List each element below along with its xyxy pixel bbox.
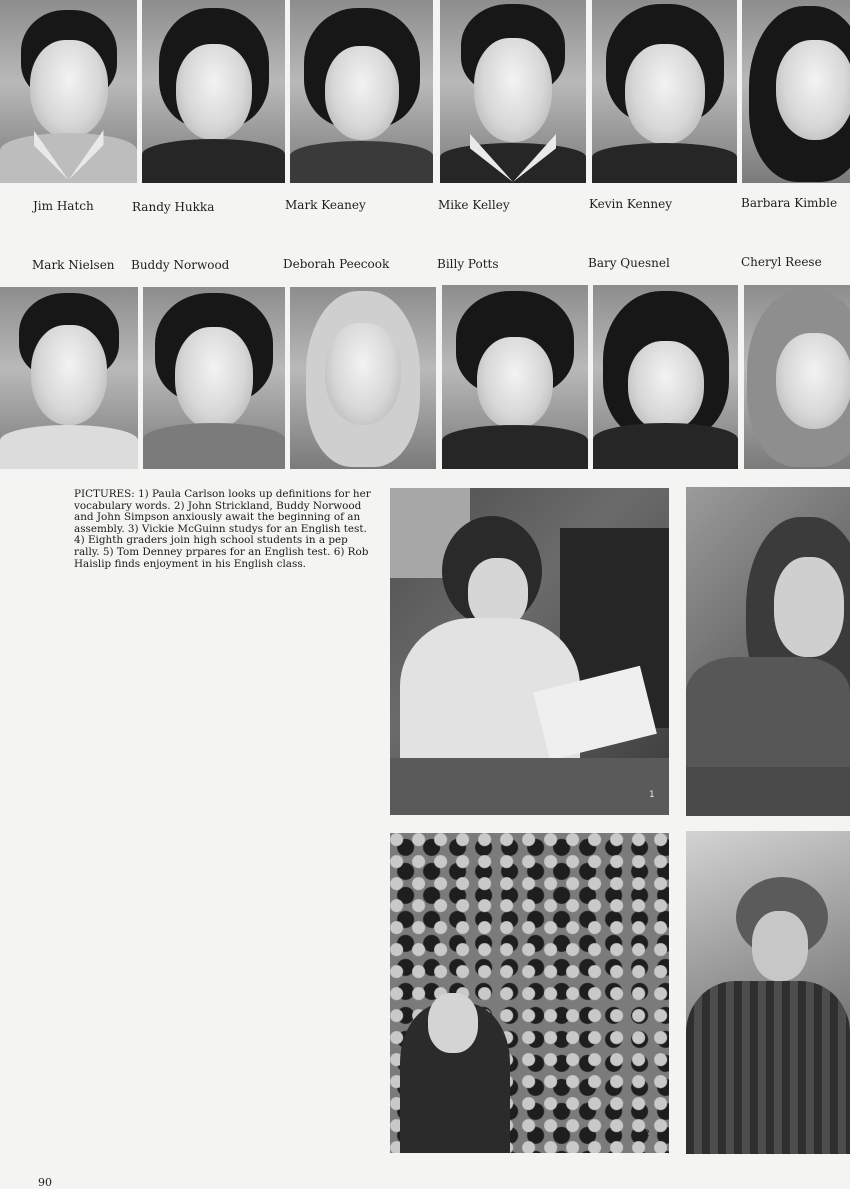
name-label: Kevin Kenney	[589, 197, 672, 211]
name-label: Jim Hatch	[33, 199, 94, 213]
candid-photo-5	[686, 831, 850, 1154]
photo-captions: PICTURES: 1) Paula Carlson looks up definitions for her vocabulary words. 2) John Strickland, Buddy Norwood and John Simpson anxiously await the beginning of an assembly. 3) Vickie McGuinn studys for an English test. 4) Eighth graders join high school students in a pep rally. 5) Tom Denney prpares for an English test. 6) Rob Haislip finds enjoyment in his English class.	[74, 488, 371, 570]
candid-photo-1	[390, 488, 669, 815]
candid-photo-3	[686, 487, 850, 816]
face	[31, 325, 107, 425]
page-number: 90	[38, 1176, 52, 1189]
photo-number: 2	[644, 1129, 650, 1139]
face	[325, 46, 399, 140]
student-shirt	[686, 657, 850, 777]
face	[30, 40, 108, 138]
portrait-buddy-norwood	[143, 287, 285, 469]
face	[325, 323, 401, 425]
student-face	[774, 557, 844, 657]
portrait-bary-quesnel	[593, 285, 738, 469]
name-label: Deborah Peecook	[283, 257, 390, 271]
shoulders	[143, 423, 285, 469]
shoulders	[0, 133, 137, 183]
student-shirt	[686, 981, 850, 1154]
portrait-jim-hatch	[0, 0, 137, 183]
name-label: Mike Kelley	[438, 198, 510, 212]
face	[776, 40, 850, 140]
face	[474, 38, 552, 142]
name-label: Mark Nielsen	[32, 258, 115, 272]
desk	[390, 758, 669, 815]
portrait-billy-potts	[442, 285, 588, 469]
portrait-kevin-kenney	[592, 0, 737, 183]
name-label: Bary Quesnel	[588, 256, 670, 270]
shoulders	[442, 425, 588, 469]
portrait-mike-kelley	[440, 0, 586, 183]
name-label: Randy Hukka	[132, 200, 215, 214]
portrait-barbara-kimble	[742, 0, 850, 183]
portrait-randy-hukka	[142, 0, 285, 183]
shoulders	[142, 139, 285, 183]
portrait-deborah-peecook	[290, 287, 436, 469]
student-face	[428, 993, 478, 1053]
photo-number: 1	[649, 790, 655, 800]
name-label: Billy Potts	[437, 257, 499, 271]
face	[176, 44, 252, 140]
shoulders	[0, 425, 138, 469]
shoulders	[440, 143, 586, 183]
student-face	[752, 911, 808, 981]
portrait-mark-nielsen	[0, 287, 138, 469]
face	[175, 327, 253, 429]
shoulders	[592, 143, 737, 183]
name-label: Cheryl Reese	[741, 255, 822, 269]
shoulders	[290, 141, 433, 183]
face	[776, 333, 850, 429]
shoulders	[593, 423, 738, 469]
portrait-cheryl-reese	[744, 285, 850, 469]
face	[628, 341, 704, 431]
name-label: Mark Keaney	[285, 198, 366, 212]
desk	[686, 767, 850, 816]
face	[625, 44, 705, 144]
name-label: Barbara Kimble	[741, 196, 838, 210]
face	[477, 337, 553, 429]
name-label: Buddy Norwood	[131, 258, 230, 272]
candid-photo-2	[390, 833, 669, 1153]
portrait-mark-keaney	[290, 0, 433, 183]
